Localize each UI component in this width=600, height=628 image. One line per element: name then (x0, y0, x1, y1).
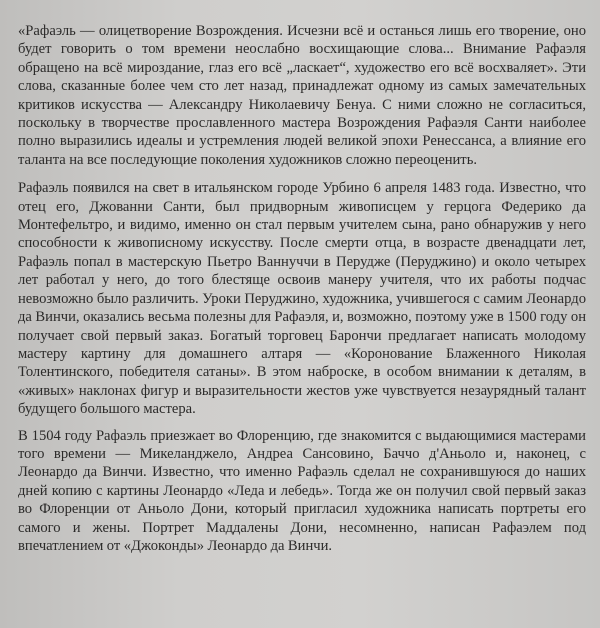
paragraph-early-life: Рафаэль появился на свет в итальянском городе Урбино 6 апреля 1483 года. Известно, что отец его, Джованни Санти, был придворным живописцем у герцога Федерико да Монтефельтро, и видимо, именно он стал первым учителем сына, рано обнаружив у него способности к живописному искусству. После смерти отца, в возрасте двенадцати лет, Рафаэль попал в мастерскую Пьетро Ваннуччи в Перудже (Перуджино) и около четырех лет работал у него, до того блестяще освоив манеру учителя, что их работы подчас невозможно было различить. Уроки Перуджино, художника, учившегося с самим Леонардо да Винчи, оказались весьма полезны для Рафаэля, и, возможно, поэтому уже в 1500 году он получает свой первый заказ. Богатый торговец Барончи предлагает написать молодому мастеру картину для домашнего алтаря — «Коронование Блаженного Николая Толентинского, победителя сатаны». В этом наброске, в особом внимании к деталям, в «живых» наклонах фигур и выразительности жестов уже чувствуется незаурядный талант будущего большого мастера. (18, 180, 586, 418)
paragraph-florence: В 1504 году Рафаэль приезжает во Флоренцию, где знакомится с выдающимися мастерами того времени — Микеланджело, Андреа Сансовино, Баччо д'Аньоло и, наконец, с Леонардо да Винчи. Известно, что именно Рафаэль сделал не сохранившуюся до наших дней копию с картины Леонардо «Леда и лебедь». Тогда же он получил свой первый заказ во Флоренции от Аньоло Дони, который пригласил художника написать портреты его самого и жены. Портрет Маддалены Дони, несомненно, написан Рафаэлем под впечатлением от «Джоконды» Леонардо да Винчи. (18, 427, 586, 554)
paragraph-intro-quote: «Рафаэль — олицетворение Возрождения. Исчезни всё и останься лишь его творение, оно будет говорить о том времени неослабно восхищающие слова... Внимание Рафаэля обращено на всё мироздание, глаз его всё „ласкает“, художество его всё восхваляет». Эти слова, сказанные более чем сто лет назад, принадлежат одному из самых замечательных критиков искусства — Александру Николаевичу Бенуа. С ними сложно не согласиться, поскольку в творчестве прославленного мастера Возрождения Рафаэля Санти наиболее полно выразились идеалы и устремления людей великой эпохи Ренессанса, а влияние его таланта на все последующие поколения художников сложно переоценить. (18, 23, 586, 168)
